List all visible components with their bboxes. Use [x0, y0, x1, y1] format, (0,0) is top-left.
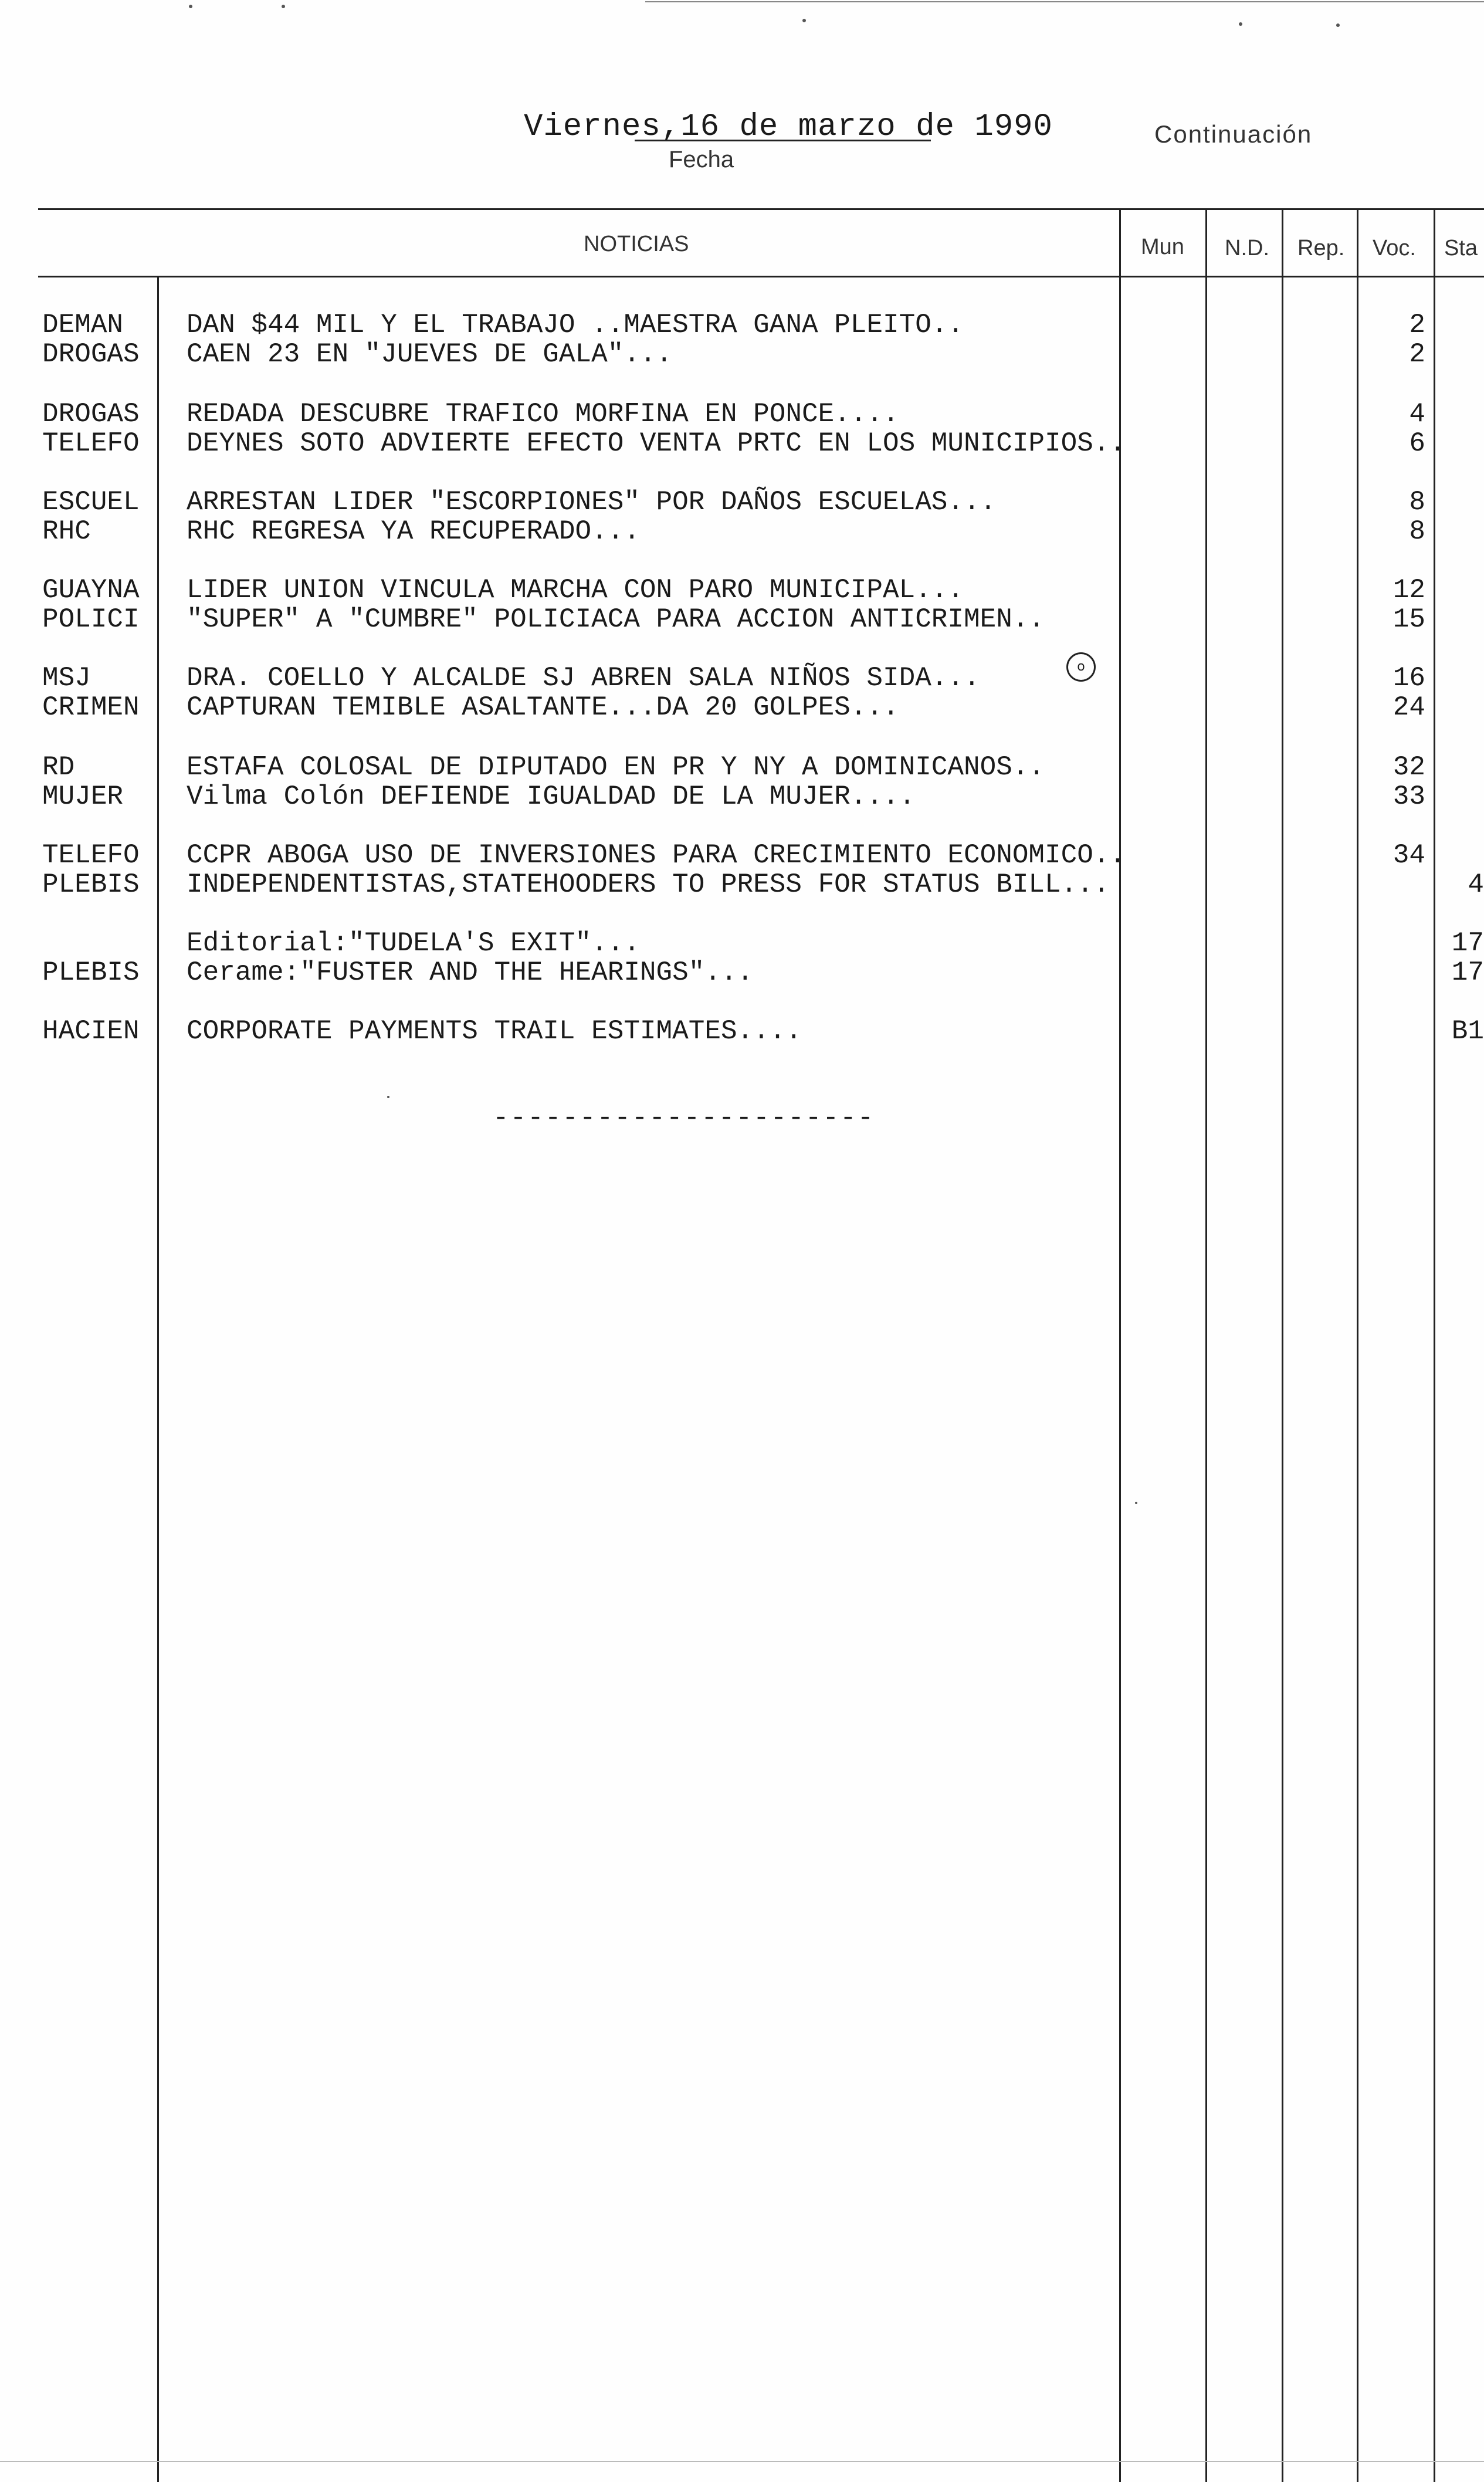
- row-code: CRIMEN: [42, 692, 140, 723]
- row-code: POLICI: [42, 604, 140, 635]
- column-header-sta: Sta: [1444, 236, 1478, 260]
- scan-speck: [802, 19, 806, 22]
- row-headline: RHC REGRESA YA RECUPERADO...: [187, 516, 640, 547]
- scan-speck: [387, 1096, 389, 1098]
- row-code: DEMAN: [42, 310, 124, 340]
- row-headline: DAN $44 MIL Y EL TRABAJO ..MAESTRA GANA PLEITO..: [187, 310, 964, 340]
- row-headline: CAPTURAN TEMIBLE ASALTANTE...DA 20 GOLPES...: [187, 692, 899, 723]
- row-code: RHC: [42, 516, 91, 547]
- row-code: PLEBIS: [42, 957, 140, 988]
- table-header-rule: [38, 276, 1484, 277]
- row-headline: Editorial:"TUDELA'S EXIT"...: [187, 928, 640, 959]
- table-top-rule: [38, 208, 1484, 210]
- date-label: Fecha: [669, 147, 734, 172]
- row-headline: "SUPER" A "CUMBRE" POLICIACA PARA ACCION ANTICRIMEN..: [187, 604, 1045, 635]
- date-underline: [635, 140, 931, 141]
- row-code: DROGAS: [42, 399, 140, 429]
- row-sta: B1: [1451, 1016, 1484, 1047]
- row-voc: 16: [1392, 663, 1425, 693]
- row-headline: DRA. COELLO Y ALCALDE SJ ABREN SALA NIÑOS SIDA...: [187, 663, 980, 693]
- column-header-nd: N.D.: [1225, 236, 1269, 260]
- scan-speck: [189, 5, 192, 8]
- row-code: MUJER: [42, 781, 124, 812]
- scan-speck: [1135, 1502, 1137, 1504]
- end-divider: ----------------------: [493, 1103, 875, 1133]
- row-headline: INDEPENDENTISTAS,STATEHOODERS TO PRESS FOR STATUS BILL...: [187, 869, 1110, 900]
- row-sta: 17: [1451, 928, 1484, 959]
- column-header-mun: Mun: [1141, 235, 1184, 259]
- row-code: ESCUEL: [42, 487, 140, 517]
- row-sta: 4: [1468, 869, 1484, 900]
- row-headline: Cerame:"FUSTER AND THE HEARINGS"...: [187, 957, 754, 988]
- row-voc: 8: [1409, 516, 1425, 547]
- document-date: Viernes,16 de marzo de 1990: [524, 109, 1053, 145]
- row-voc: 15: [1392, 604, 1425, 635]
- continuation-label: Continuación: [1154, 120, 1313, 148]
- column-divider-mun: [1119, 208, 1121, 2482]
- row-headline: LIDER UNION VINCULA MARCHA CON PARO MUNICIPAL...: [187, 575, 964, 605]
- row-voc: 2: [1409, 310, 1425, 340]
- row-voc: 34: [1392, 840, 1425, 871]
- row-headline: CORPORATE PAYMENTS TRAIL ESTIMATES....: [187, 1016, 802, 1047]
- handwritten-circle-mark: o: [1066, 652, 1096, 682]
- row-code: GUAYNA: [42, 575, 140, 605]
- scan-speck: [1336, 23, 1340, 27]
- column-header-voc: Voc.: [1373, 236, 1416, 260]
- column-header-rep: Rep.: [1297, 236, 1345, 260]
- row-code: PLEBIS: [42, 869, 140, 900]
- row-headline: Vilma Colón DEFIENDE IGUALDAD DE LA MUJER....: [187, 781, 916, 812]
- column-divider-voc: [1357, 208, 1358, 2482]
- column-divider-code: [157, 276, 159, 2482]
- row-headline: CCPR ABOGA USO DE INVERSIONES PARA CRECIMIENTO ECONOMICO..: [187, 840, 1126, 871]
- row-headline: ESTAFA COLOSAL DE DIPUTADO EN PR Y NY A DOMINICANOS..: [187, 752, 1045, 783]
- row-code: TELEFO: [42, 840, 140, 871]
- row-code: HACIEN: [42, 1016, 140, 1047]
- row-code: DROGAS: [42, 339, 140, 370]
- row-voc: 4: [1409, 399, 1425, 429]
- row-voc: 6: [1409, 428, 1425, 459]
- column-header-noticias: NOTICIAS: [584, 232, 689, 256]
- row-voc: 24: [1392, 692, 1425, 723]
- row-voc: 33: [1392, 781, 1425, 812]
- scan-speck: [282, 5, 285, 8]
- row-code: TELEFO: [42, 428, 140, 459]
- row-voc: 2: [1409, 339, 1425, 370]
- row-voc: 8: [1409, 487, 1425, 517]
- column-divider-sta: [1434, 208, 1435, 2482]
- row-headline: CAEN 23 EN "JUEVES DE GALA"...: [187, 339, 673, 370]
- row-headline: DEYNES SOTO ADVIERTE EFECTO VENTA PRTC EN LOS MUNICIPIOS..: [187, 428, 1126, 459]
- row-voc: 32: [1392, 752, 1425, 783]
- column-divider-rep: [1282, 208, 1283, 2482]
- page-bottom-edge: [0, 2461, 1484, 2462]
- scan-edge-line: [645, 1, 1484, 2]
- row-code: MSJ: [42, 663, 91, 693]
- row-voc: 12: [1392, 575, 1425, 605]
- column-divider-nd: [1205, 208, 1207, 2482]
- row-headline: ARRESTAN LIDER "ESCORPIONES" POR DAÑOS ESCUELAS...: [187, 487, 997, 517]
- row-headline: REDADA DESCUBRE TRAFICO MORFINA EN PONCE....: [187, 399, 899, 429]
- row-code: RD: [42, 752, 75, 783]
- row-sta: 17: [1451, 957, 1484, 988]
- scan-speck: [1239, 22, 1242, 26]
